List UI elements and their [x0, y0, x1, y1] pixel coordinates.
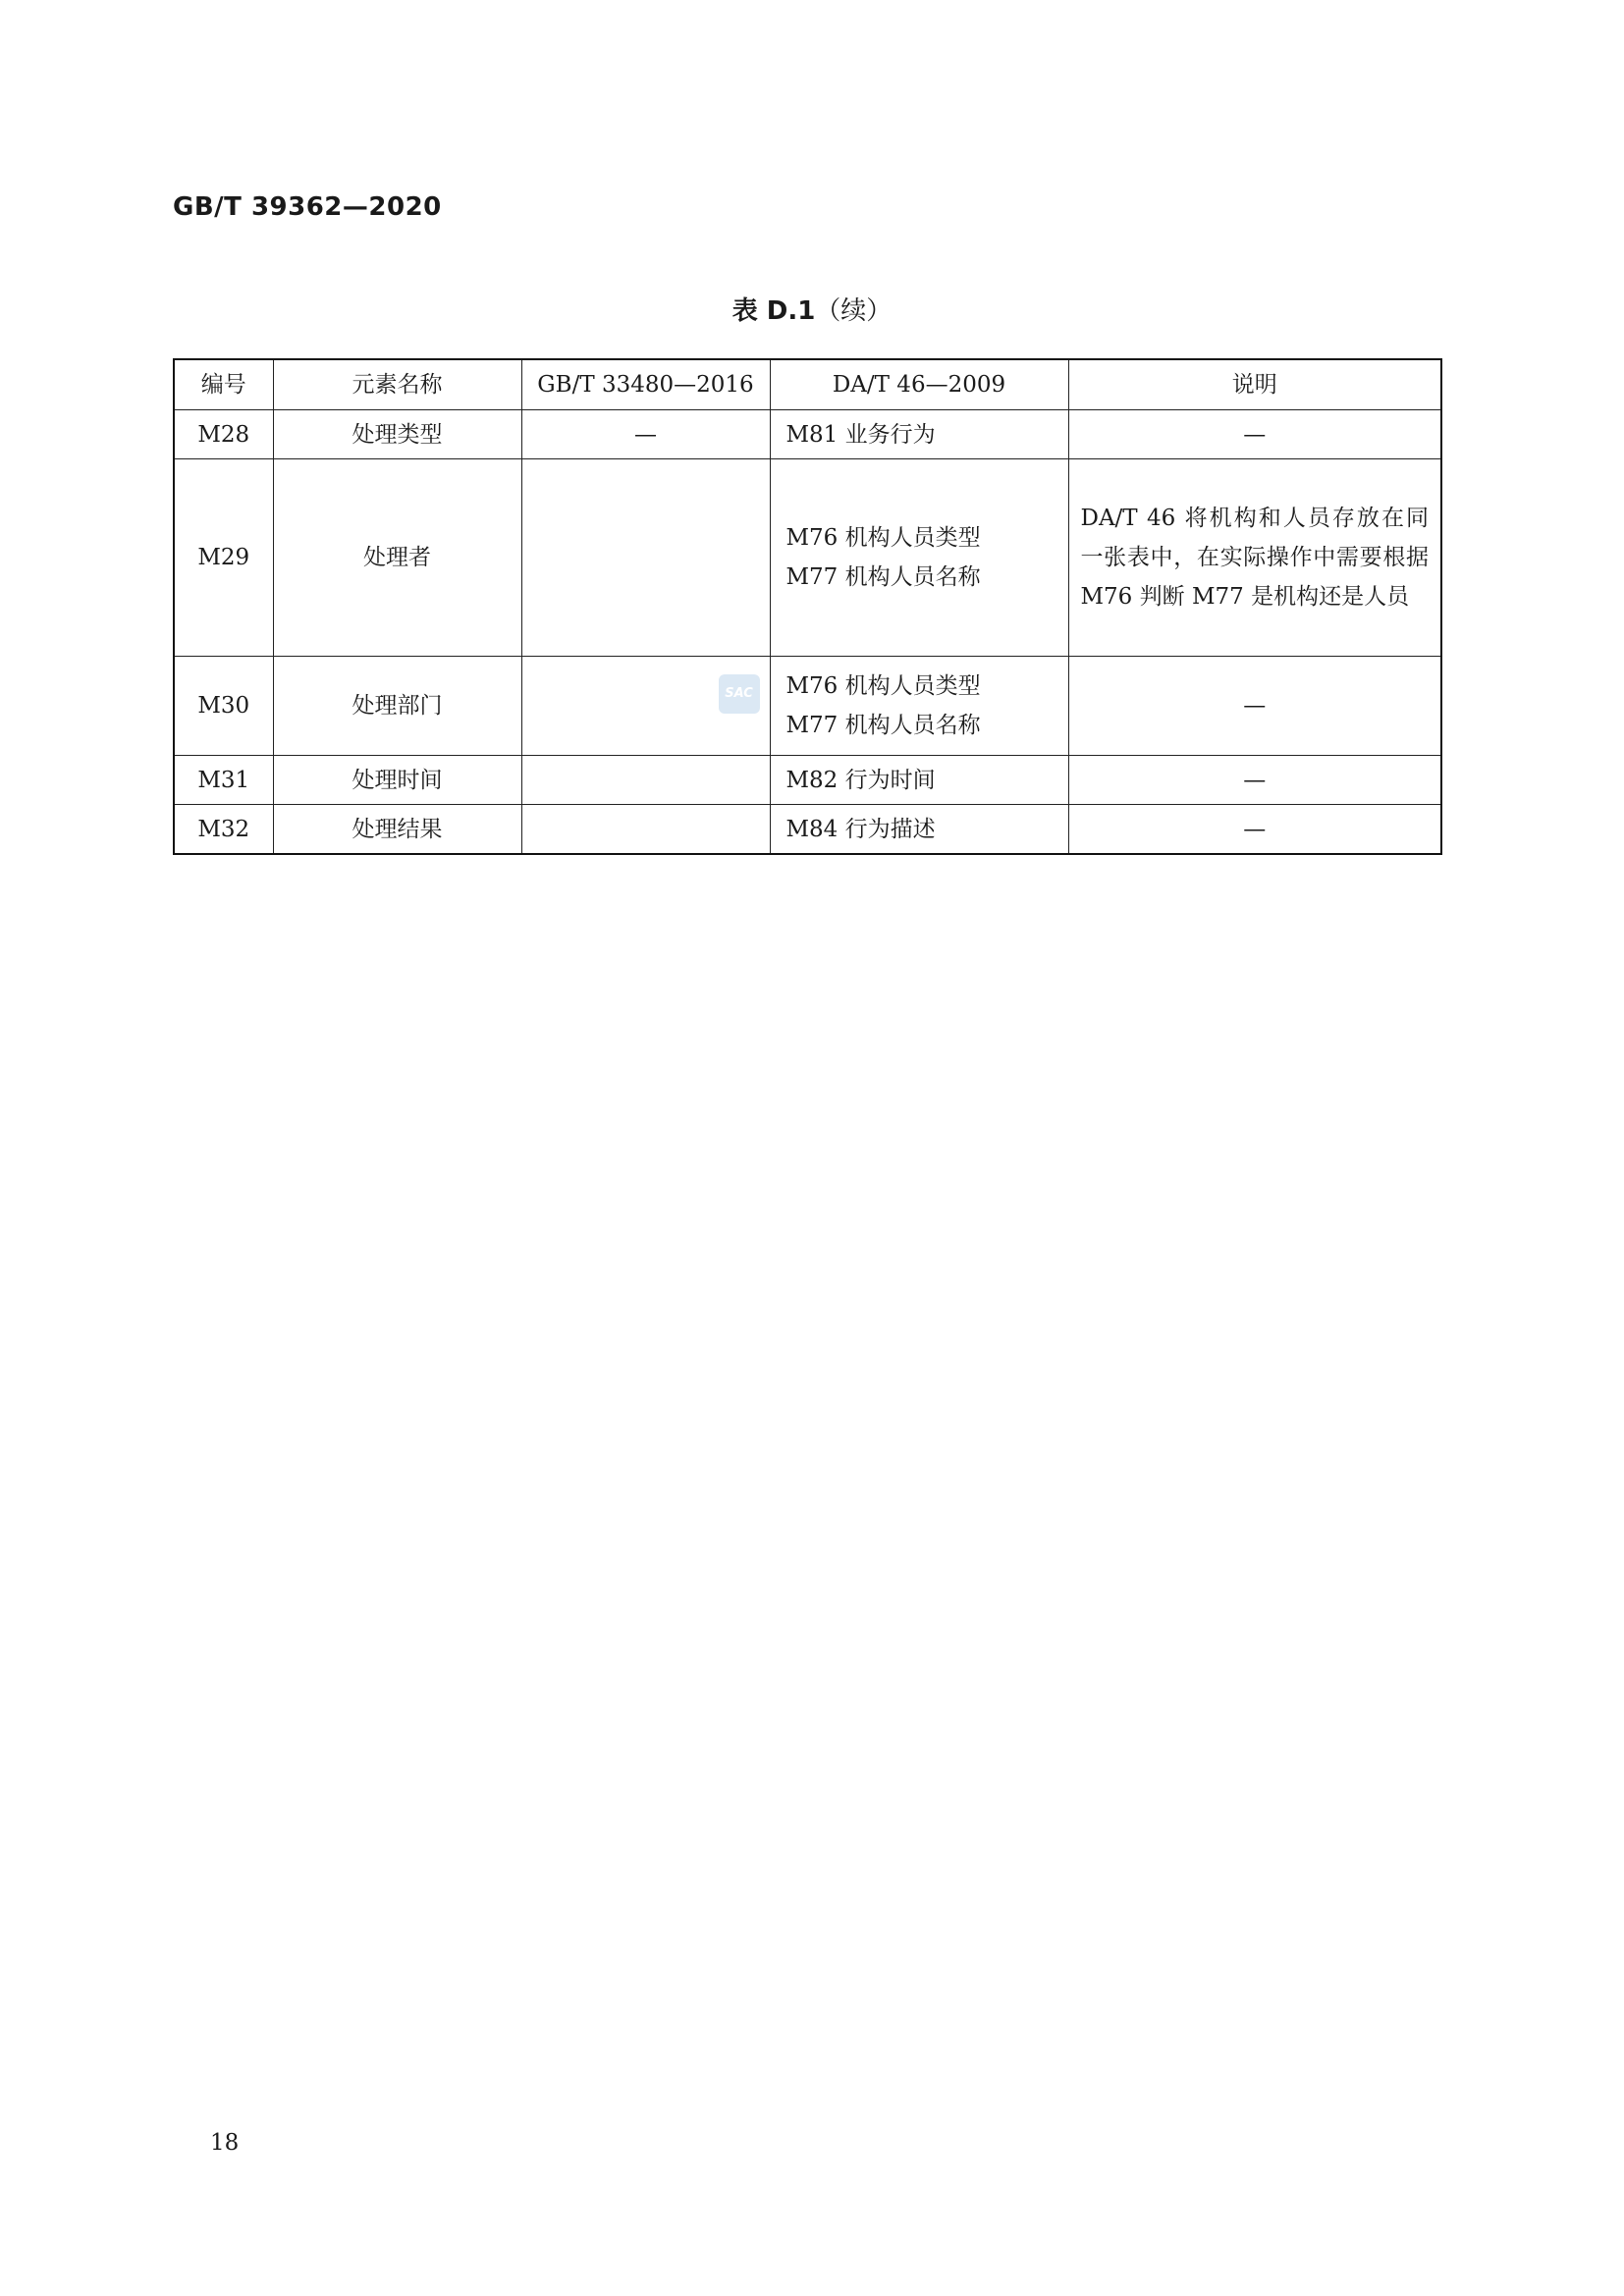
dat-line: M76 机构人员类型: [785, 673, 981, 699]
table-caption: [0, 291, 1624, 327]
table-row: [174, 410, 1441, 459]
table-row: [174, 459, 1441, 657]
table-row: [174, 657, 1441, 756]
cell-dat: M81 业务行为: [770, 410, 1068, 459]
page-number: 18: [210, 2130, 240, 2156]
cell-id: M32: [174, 805, 273, 855]
cell-element-name: 处理类型: [273, 410, 521, 459]
cell-element-name: 处理时间: [273, 756, 521, 805]
header-gbt-33480: GB/T 33480—2016: [521, 359, 770, 410]
cell-note: —: [1068, 805, 1441, 855]
dat-line: M76 机构人员类型: [785, 525, 981, 551]
cell-element-name: 处理结果: [273, 805, 521, 855]
cell-note: DA/T 46 将机构和人员存放在同一张表中，在实际操作中需要根据 M76 判断 M77 是机构还是人员: [1068, 459, 1441, 657]
cell-id: M28: [174, 410, 273, 459]
cell-note: —: [1068, 657, 1441, 756]
cell-gbt: [521, 805, 770, 855]
cell-gbt: [521, 657, 770, 756]
cell-id: M29: [174, 459, 273, 657]
cell-element-name: 处理部门: [273, 657, 521, 756]
cell-gbt: [521, 459, 770, 657]
metadata-mapping-table: [173, 358, 1442, 855]
cell-note: —: [1068, 410, 1441, 459]
sac-watermark-logo: SAC: [719, 674, 760, 714]
cell-note: —: [1068, 756, 1441, 805]
table-caption-title: 表 D.1: [731, 296, 816, 326]
table-header-row: [174, 359, 1441, 410]
cell-element-name: 处理者: [273, 459, 521, 657]
cell-dat: [770, 657, 1068, 756]
cell-gbt: —: [521, 410, 770, 459]
cell-dat: [770, 459, 1068, 657]
cell-gbt: [521, 756, 770, 805]
cell-id: M30: [174, 657, 273, 756]
cell-dat: M84 行为描述: [770, 805, 1068, 855]
dat-line: M77 机构人员名称: [785, 564, 981, 590]
standard-code: GB/T 39362—2020: [173, 192, 442, 222]
dat-line: M77 机构人员名称: [785, 713, 981, 738]
header-id: 编号: [174, 359, 273, 410]
header-note: 说明: [1068, 359, 1441, 410]
table-row: [174, 756, 1441, 805]
header-element-name: 元素名称: [273, 359, 521, 410]
table-caption-suffix: （续）: [815, 296, 893, 326]
cell-id: M31: [174, 756, 273, 805]
cell-dat: M82 行为时间: [770, 756, 1068, 805]
header-dat-46: DA/T 46—2009: [770, 359, 1068, 410]
table-row: [174, 805, 1441, 855]
